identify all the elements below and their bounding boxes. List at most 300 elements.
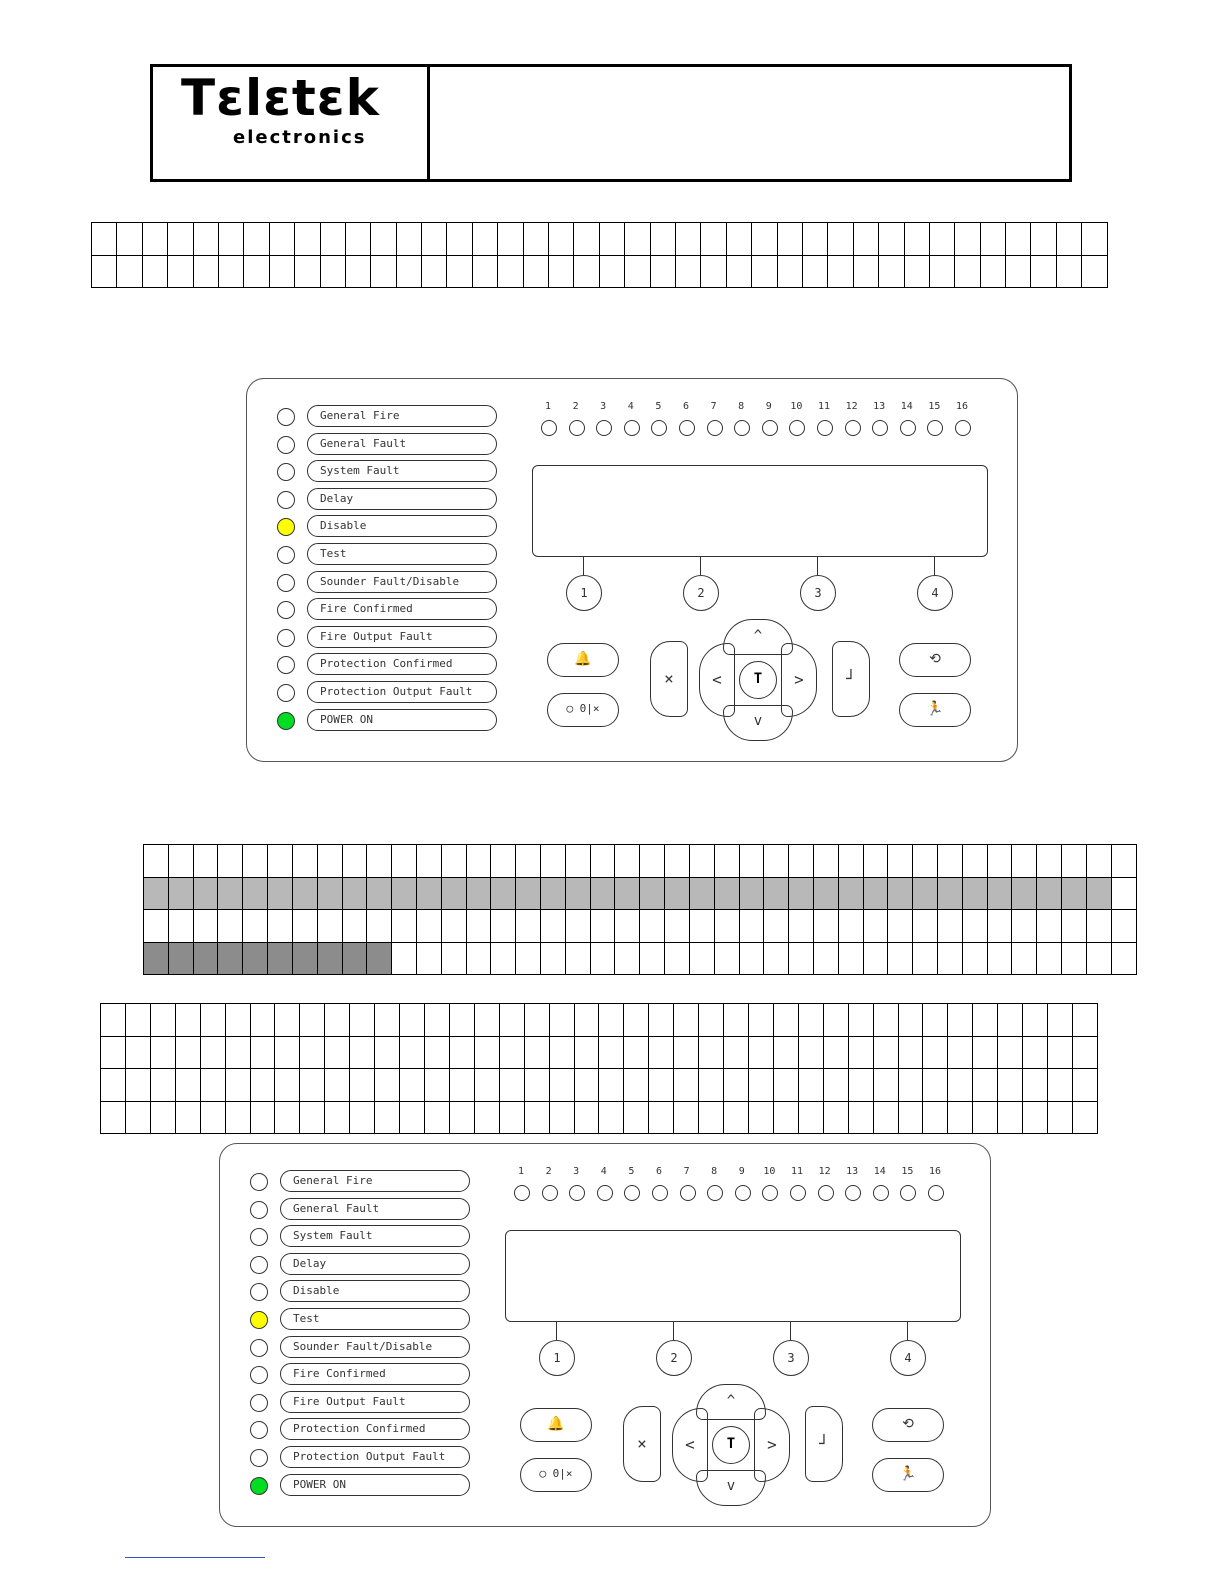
zone-led bbox=[900, 420, 916, 436]
grid-cell bbox=[1082, 223, 1108, 256]
grid-cell bbox=[913, 910, 938, 943]
zone-number: 13 bbox=[873, 401, 886, 412]
indicator-row bbox=[250, 1474, 474, 1498]
zone-led bbox=[542, 1185, 558, 1201]
grid-cell bbox=[674, 1101, 699, 1134]
grid-cell bbox=[838, 877, 863, 910]
control-panel-2 bbox=[219, 1143, 991, 1527]
grid-row bbox=[144, 845, 1137, 878]
arrow-down-button[interactable]: v bbox=[723, 705, 793, 741]
zone-led bbox=[707, 420, 723, 436]
grid-cell bbox=[350, 1004, 375, 1037]
grid-cell bbox=[798, 1036, 823, 1069]
grid-cell bbox=[1056, 255, 1081, 288]
grid-cell bbox=[142, 255, 167, 288]
character-grid-top bbox=[91, 222, 1108, 288]
grid-cell bbox=[144, 877, 169, 910]
function-key-2[interactable]: 2 bbox=[683, 575, 719, 611]
indicator-led bbox=[277, 684, 295, 702]
zone-number: 4 bbox=[600, 1166, 607, 1177]
zone-led bbox=[707, 1185, 723, 1201]
grid-cell bbox=[590, 877, 615, 910]
grid-cell bbox=[175, 1101, 200, 1134]
function-key-connector bbox=[790, 1322, 791, 1340]
grid-cell bbox=[574, 1036, 599, 1069]
zone-number: 14 bbox=[900, 401, 913, 412]
indicator-row bbox=[277, 653, 501, 677]
zone-number: 3 bbox=[600, 401, 607, 412]
grid-row bbox=[101, 1036, 1098, 1069]
function-key-2[interactable]: 2 bbox=[656, 1340, 692, 1376]
zone-led bbox=[514, 1185, 530, 1201]
grid-cell bbox=[292, 942, 317, 975]
grid-cell bbox=[873, 1004, 898, 1037]
zone-number: 10 bbox=[763, 1166, 776, 1177]
grid-cell bbox=[624, 1036, 649, 1069]
cancel-button[interactable]: × bbox=[623, 1406, 661, 1482]
grid-cell bbox=[549, 1004, 574, 1037]
grid-cell bbox=[789, 877, 814, 910]
grid-cell bbox=[798, 1101, 823, 1134]
grid-cell bbox=[873, 1036, 898, 1069]
grid-cell bbox=[739, 910, 764, 943]
grid-cell bbox=[1062, 942, 1087, 975]
grid-cell bbox=[828, 255, 853, 288]
zone-led bbox=[790, 1185, 806, 1201]
test-center-button[interactable]: T bbox=[739, 661, 777, 699]
grid-cell bbox=[449, 1069, 474, 1102]
grid-cell bbox=[499, 1069, 524, 1102]
grid-cell bbox=[938, 877, 963, 910]
grid-cell bbox=[371, 255, 396, 288]
grid-cell bbox=[665, 910, 690, 943]
grid-cell bbox=[998, 1069, 1023, 1102]
grid-cell bbox=[898, 1101, 923, 1134]
grid-cell bbox=[828, 223, 853, 256]
zone-number: 6 bbox=[682, 401, 690, 412]
grid-cell bbox=[923, 1101, 948, 1134]
grid-cell bbox=[250, 1101, 275, 1134]
reset-button[interactable]: ⟲ bbox=[872, 1408, 944, 1442]
grid-cell bbox=[325, 1004, 350, 1037]
grid-cell bbox=[1072, 1101, 1097, 1134]
indicator-led bbox=[277, 629, 295, 647]
grid-cell bbox=[218, 845, 243, 878]
grid-cell bbox=[371, 223, 396, 256]
indicator-led bbox=[277, 712, 295, 730]
grid-cell bbox=[1012, 877, 1037, 910]
grid-cell bbox=[175, 1036, 200, 1069]
zone-number: 13 bbox=[846, 1166, 859, 1177]
grid-cell bbox=[689, 877, 714, 910]
indicator-row bbox=[277, 543, 501, 567]
grid-cell bbox=[764, 942, 789, 975]
grid-cell bbox=[565, 877, 590, 910]
indicator-led bbox=[250, 1477, 268, 1495]
grid-cell bbox=[649, 1101, 674, 1134]
grid-cell bbox=[325, 1036, 350, 1069]
grid-cell bbox=[375, 1036, 400, 1069]
grid-cell bbox=[422, 223, 447, 256]
grid-cell bbox=[449, 1036, 474, 1069]
grid-cell bbox=[923, 1036, 948, 1069]
grid-cell bbox=[590, 942, 615, 975]
indicator-row bbox=[250, 1253, 474, 1277]
grid-cell bbox=[674, 1036, 699, 1069]
grid-cell bbox=[823, 1036, 848, 1069]
grid-cell bbox=[898, 1069, 923, 1102]
grid-cell bbox=[472, 223, 497, 256]
zone-led bbox=[680, 1185, 696, 1201]
function-key-4[interactable]: 4 bbox=[890, 1340, 926, 1376]
grid-cell bbox=[838, 910, 863, 943]
grid-cell bbox=[200, 1069, 225, 1102]
indicator-led bbox=[277, 656, 295, 674]
indicator-row bbox=[277, 598, 501, 622]
grid-cell bbox=[962, 845, 987, 878]
zone-number: 3 bbox=[573, 1166, 580, 1177]
indicator-label: Sounder Fault/Disable bbox=[280, 1336, 470, 1358]
grid-cell bbox=[1037, 877, 1062, 910]
grid-cell bbox=[838, 845, 863, 878]
grid-cell bbox=[317, 942, 342, 975]
indicator-label: Fire Output Fault bbox=[280, 1391, 470, 1413]
function-key-1[interactable]: 1 bbox=[539, 1340, 575, 1376]
mute-buzzer-button[interactable]: ◯ 0|× bbox=[547, 693, 619, 727]
arrow-right-button[interactable]: > bbox=[781, 643, 817, 717]
grid-cell bbox=[624, 1004, 649, 1037]
grid-cell bbox=[962, 910, 987, 943]
grid-cell bbox=[1086, 942, 1111, 975]
reset-button[interactable]: ⟲ bbox=[899, 643, 971, 677]
grid-cell bbox=[268, 845, 293, 878]
indicator-label: System Fault bbox=[280, 1225, 470, 1247]
function-key-4[interactable]: 4 bbox=[917, 575, 953, 611]
grid-cell bbox=[367, 845, 392, 878]
grid-cell bbox=[973, 1101, 998, 1134]
grid-cell bbox=[689, 845, 714, 878]
zone-number: 10 bbox=[790, 401, 803, 412]
zone-led bbox=[817, 420, 833, 436]
zone-number: 12 bbox=[818, 1166, 831, 1177]
grid-cell bbox=[904, 223, 929, 256]
indicator-label: Test bbox=[280, 1308, 470, 1330]
indicator-label: Protection Confirmed bbox=[307, 653, 497, 675]
indicator-row bbox=[277, 626, 501, 650]
indicator-label: Protection Confirmed bbox=[280, 1418, 470, 1440]
grid-cell bbox=[574, 255, 599, 288]
grid-cell bbox=[777, 255, 802, 288]
grid-cell bbox=[325, 1101, 350, 1134]
evacuate-button[interactable]: 🏃 bbox=[872, 1458, 944, 1492]
indicator-label: General Fault bbox=[307, 433, 497, 455]
grid-cell bbox=[1072, 1069, 1097, 1102]
grid-cell bbox=[125, 1069, 150, 1102]
grid-cell bbox=[599, 255, 624, 288]
grid-cell bbox=[549, 223, 574, 256]
grid-cell bbox=[117, 223, 142, 256]
grid-cell bbox=[888, 910, 913, 943]
grid-cell bbox=[441, 942, 466, 975]
indicator-row bbox=[250, 1363, 474, 1387]
grid-cell bbox=[948, 1101, 973, 1134]
indicator-row bbox=[277, 515, 501, 539]
grid-cell bbox=[243, 877, 268, 910]
grid-cell bbox=[218, 910, 243, 943]
grid-cell bbox=[615, 910, 640, 943]
function-key-connector bbox=[700, 557, 701, 575]
zone-led bbox=[624, 420, 640, 436]
function-key-connector bbox=[556, 1322, 557, 1340]
indicator-label: General Fault bbox=[280, 1198, 470, 1220]
grid-cell bbox=[400, 1004, 425, 1037]
grid-cell bbox=[789, 942, 814, 975]
indicator-led bbox=[277, 491, 295, 509]
grid-cell bbox=[1062, 877, 1087, 910]
function-key-3[interactable]: 3 bbox=[800, 575, 836, 611]
grid-cell bbox=[873, 1069, 898, 1102]
grid-cell bbox=[674, 1069, 699, 1102]
grid-row bbox=[144, 942, 1137, 975]
grid-cell bbox=[499, 1036, 524, 1069]
grid-cell bbox=[392, 942, 417, 975]
grid-cell bbox=[823, 1004, 848, 1037]
grid-cell bbox=[250, 1004, 275, 1037]
indicator-led bbox=[277, 546, 295, 564]
grid-cell bbox=[125, 1036, 150, 1069]
grid-cell bbox=[449, 1004, 474, 1037]
grid-cell bbox=[350, 1036, 375, 1069]
indicator-row bbox=[277, 681, 501, 705]
grid-cell bbox=[1037, 910, 1062, 943]
grid-cell bbox=[913, 942, 938, 975]
grid-cell bbox=[491, 942, 516, 975]
grid-cell bbox=[987, 942, 1012, 975]
mute-buzzer-button[interactable]: ◯ 0|× bbox=[520, 1458, 592, 1492]
arrow-up-button[interactable]: ^ bbox=[723, 619, 793, 655]
cancel-button[interactable]: × bbox=[650, 641, 688, 717]
grid-cell bbox=[1023, 1036, 1048, 1069]
grid-cell bbox=[516, 877, 541, 910]
grid-cell bbox=[168, 255, 193, 288]
indicator-row bbox=[277, 571, 501, 595]
grid-cell bbox=[524, 1101, 549, 1134]
grid-cell bbox=[117, 255, 142, 288]
grid-cell bbox=[549, 1101, 574, 1134]
grid-cell bbox=[268, 877, 293, 910]
grid-cell bbox=[777, 223, 802, 256]
grid-cell bbox=[773, 1004, 798, 1037]
grid-cell bbox=[624, 1069, 649, 1102]
indicator-row bbox=[277, 709, 501, 733]
grid-cell bbox=[1086, 877, 1111, 910]
zone-led bbox=[818, 1185, 834, 1201]
grid-cell bbox=[998, 1101, 1023, 1134]
grid-cell bbox=[244, 255, 269, 288]
grid-cell bbox=[474, 1069, 499, 1102]
grid-cell bbox=[317, 910, 342, 943]
grid-cell bbox=[292, 845, 317, 878]
grid-cell bbox=[350, 1069, 375, 1102]
zone-led bbox=[762, 420, 778, 436]
grid-cell bbox=[392, 910, 417, 943]
zone-led bbox=[900, 1185, 916, 1201]
grid-cell bbox=[92, 223, 117, 256]
zone-number: 5 bbox=[628, 1166, 635, 1177]
grid-cell bbox=[1082, 255, 1108, 288]
grid-cell bbox=[675, 223, 700, 256]
grid-cell bbox=[764, 910, 789, 943]
indicator-row bbox=[250, 1336, 474, 1360]
grid-cell bbox=[193, 942, 218, 975]
arrow-up-button[interactable]: ^ bbox=[696, 1384, 766, 1420]
grid-cell bbox=[699, 1036, 724, 1069]
function-key-3[interactable]: 3 bbox=[773, 1340, 809, 1376]
grid-cell bbox=[150, 1069, 175, 1102]
enter-button[interactable]: ┘ bbox=[805, 1406, 843, 1482]
grid-cell bbox=[929, 223, 954, 256]
zone-number: 11 bbox=[790, 1166, 804, 1177]
grid-cell bbox=[1048, 1004, 1073, 1037]
indicator-row bbox=[250, 1225, 474, 1249]
grid-cell bbox=[244, 223, 269, 256]
indicator-led bbox=[277, 601, 295, 619]
grid-cell bbox=[1037, 845, 1062, 878]
indicator-led bbox=[277, 436, 295, 454]
grid-cell bbox=[175, 1004, 200, 1037]
grid-cell bbox=[823, 1069, 848, 1102]
grid-cell bbox=[101, 1004, 126, 1037]
sounders-button[interactable]: 🔔 bbox=[547, 643, 619, 677]
grid-cell bbox=[699, 1101, 724, 1134]
grid-cell bbox=[813, 845, 838, 878]
grid-cell bbox=[1012, 845, 1037, 878]
test-center-button[interactable]: T bbox=[712, 1426, 750, 1464]
arrow-left-button[interactable]: < bbox=[699, 643, 735, 717]
grid-cell bbox=[599, 1101, 624, 1134]
grid-cell bbox=[1037, 942, 1062, 975]
grid-cell bbox=[447, 255, 472, 288]
zone-led bbox=[624, 1185, 640, 1201]
grid-cell bbox=[987, 845, 1012, 878]
zone-led bbox=[928, 1185, 944, 1201]
grid-row bbox=[101, 1069, 1098, 1102]
zone-led bbox=[652, 1185, 668, 1201]
zone-led bbox=[955, 420, 971, 436]
grid-cell bbox=[879, 255, 904, 288]
grid-cell bbox=[225, 1004, 250, 1037]
indicator-led bbox=[277, 574, 295, 592]
evacuate-button[interactable]: 🏃 bbox=[899, 693, 971, 727]
arrow-right-button[interactable]: > bbox=[754, 1408, 790, 1482]
enter-button[interactable]: ┘ bbox=[832, 641, 870, 717]
grid-cell bbox=[948, 1069, 973, 1102]
grid-cell bbox=[449, 1101, 474, 1134]
indicator-label: Disable bbox=[280, 1280, 470, 1302]
teletek-logo: Tɛlɛtɛk bbox=[181, 69, 380, 127]
grid-cell bbox=[764, 845, 789, 878]
indicator-led bbox=[250, 1394, 268, 1412]
indicator-label: General Fire bbox=[307, 405, 497, 427]
grid-cell bbox=[724, 1004, 749, 1037]
grid-cell bbox=[474, 1036, 499, 1069]
arrow-left-button[interactable]: < bbox=[672, 1408, 708, 1482]
grid-cell bbox=[292, 910, 317, 943]
indicator-led bbox=[250, 1421, 268, 1439]
indicator-label: POWER ON bbox=[280, 1474, 470, 1496]
zone-number: 6 bbox=[655, 1166, 663, 1177]
grid-cell bbox=[424, 1004, 449, 1037]
grid-cell bbox=[441, 877, 466, 910]
indicator-label: General Fire bbox=[280, 1170, 470, 1192]
grid-cell bbox=[650, 255, 675, 288]
zone-led bbox=[569, 1185, 585, 1201]
zone-number: 15 bbox=[901, 1166, 914, 1177]
grid-cell bbox=[649, 1004, 674, 1037]
grid-cell bbox=[424, 1069, 449, 1102]
grid-cell bbox=[873, 1101, 898, 1134]
grid-cell bbox=[1023, 1069, 1048, 1102]
grid-cell bbox=[853, 223, 878, 256]
grid-cell bbox=[1111, 910, 1136, 943]
grid-cell bbox=[625, 255, 650, 288]
function-key-1[interactable]: 1 bbox=[566, 575, 602, 611]
indicator-led bbox=[250, 1283, 268, 1301]
grid-cell bbox=[938, 845, 963, 878]
sounders-button[interactable]: 🔔 bbox=[520, 1408, 592, 1442]
grid-cell bbox=[565, 845, 590, 878]
grid-cell bbox=[699, 1069, 724, 1102]
grid-cell bbox=[218, 255, 243, 288]
grid-cell bbox=[250, 1036, 275, 1069]
grid-cell bbox=[300, 1004, 325, 1037]
grid-cell bbox=[888, 877, 913, 910]
grid-cell bbox=[516, 942, 541, 975]
arrow-down-button[interactable]: v bbox=[696, 1470, 766, 1506]
grid-cell bbox=[342, 910, 367, 943]
grid-cell bbox=[422, 255, 447, 288]
grid-cell bbox=[342, 877, 367, 910]
grid-cell bbox=[615, 845, 640, 878]
grid-cell bbox=[168, 910, 193, 943]
grid-cell bbox=[724, 1069, 749, 1102]
indicator-row bbox=[250, 1198, 474, 1222]
grid-cell bbox=[101, 1036, 126, 1069]
grid-cell bbox=[848, 1069, 873, 1102]
lcd-display bbox=[505, 1230, 961, 1322]
grid-cell bbox=[466, 877, 491, 910]
indicator-led bbox=[250, 1173, 268, 1191]
grid-cell bbox=[748, 1004, 773, 1037]
grid-cell bbox=[295, 223, 320, 256]
function-key-connector bbox=[934, 557, 935, 575]
grid-cell bbox=[625, 223, 650, 256]
grid-cell bbox=[345, 255, 370, 288]
grid-cell bbox=[275, 1069, 300, 1102]
grid-cell bbox=[92, 255, 117, 288]
grid-cell bbox=[913, 877, 938, 910]
grid-cell bbox=[292, 877, 317, 910]
footer-link-underline bbox=[125, 1557, 265, 1558]
indicator-led bbox=[250, 1339, 268, 1357]
grid-cell bbox=[416, 910, 441, 943]
grid-cell bbox=[225, 1101, 250, 1134]
grid-cell bbox=[798, 1004, 823, 1037]
grid-cell bbox=[200, 1101, 225, 1134]
grid-cell bbox=[689, 942, 714, 975]
grid-cell bbox=[541, 942, 566, 975]
grid-cell bbox=[574, 1101, 599, 1134]
